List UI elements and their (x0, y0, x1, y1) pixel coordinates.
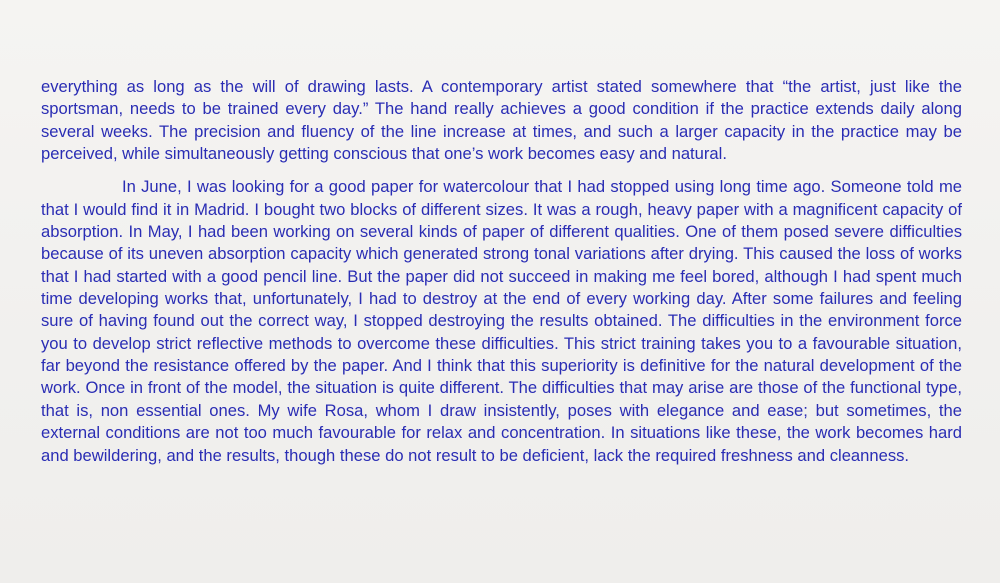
paper-speck (52, 26, 74, 36)
paragraph-1: everything as long as the will of drawing lasts. A contemporary artist stated somewhere that “the artist, just like the sportsman, needs to be trained every day.” The hand really achieves a good condition if the practice extends daily along several weeks. The precision and fluency of the line increase at times, and such a larger capacity in the practice may be perceived, while simultaneously getting conscious that one’s work becomes easy and natural. (41, 77, 962, 164)
body-text (41, 76, 962, 467)
paragraph-2: In June, I was looking for a good paper for watercolour that I had stopped using long time ago. Someone told me that I would find it in Madrid. I bought two blocks of different sizes. It was a rough, heavy paper with a magnificent capacity of absorption. In May, I had been working on several kinds of paper of different qualities. One of them posed severe difficulties because of its uneven absorption capacity which generated strong tonal variations after drying. This caused the loss of works that I had started with a good pencil line. But the paper did not succeed in making me feel bored, although I had spent much time developing works that, unfortunately, I had to destroy at the end of every working day. After some failures and feeling sure of having found out the correct way, I stopped destroying the results obtained. The difficulties in the environment force you to develop strict reflective methods to overcome these difficulties. This strict training takes you to a favourable situation, far beyond the resistance offered by the paper. And I think that this superiority is definitive for the natural development of the work. Once in front of the model, the situation is quite different. The difficulties that may arise are those of the functional type, that is, non essential ones. My wife Rosa, whom I draw insistently, poses with elegance and ease; but sometimes, the external conditions are not too much favourable for relax and concentration. In situations like these, the work becomes hard and bewildering, and the results, though these do not result to be deficient, lack the required freshness and cleanness. (41, 177, 962, 465)
